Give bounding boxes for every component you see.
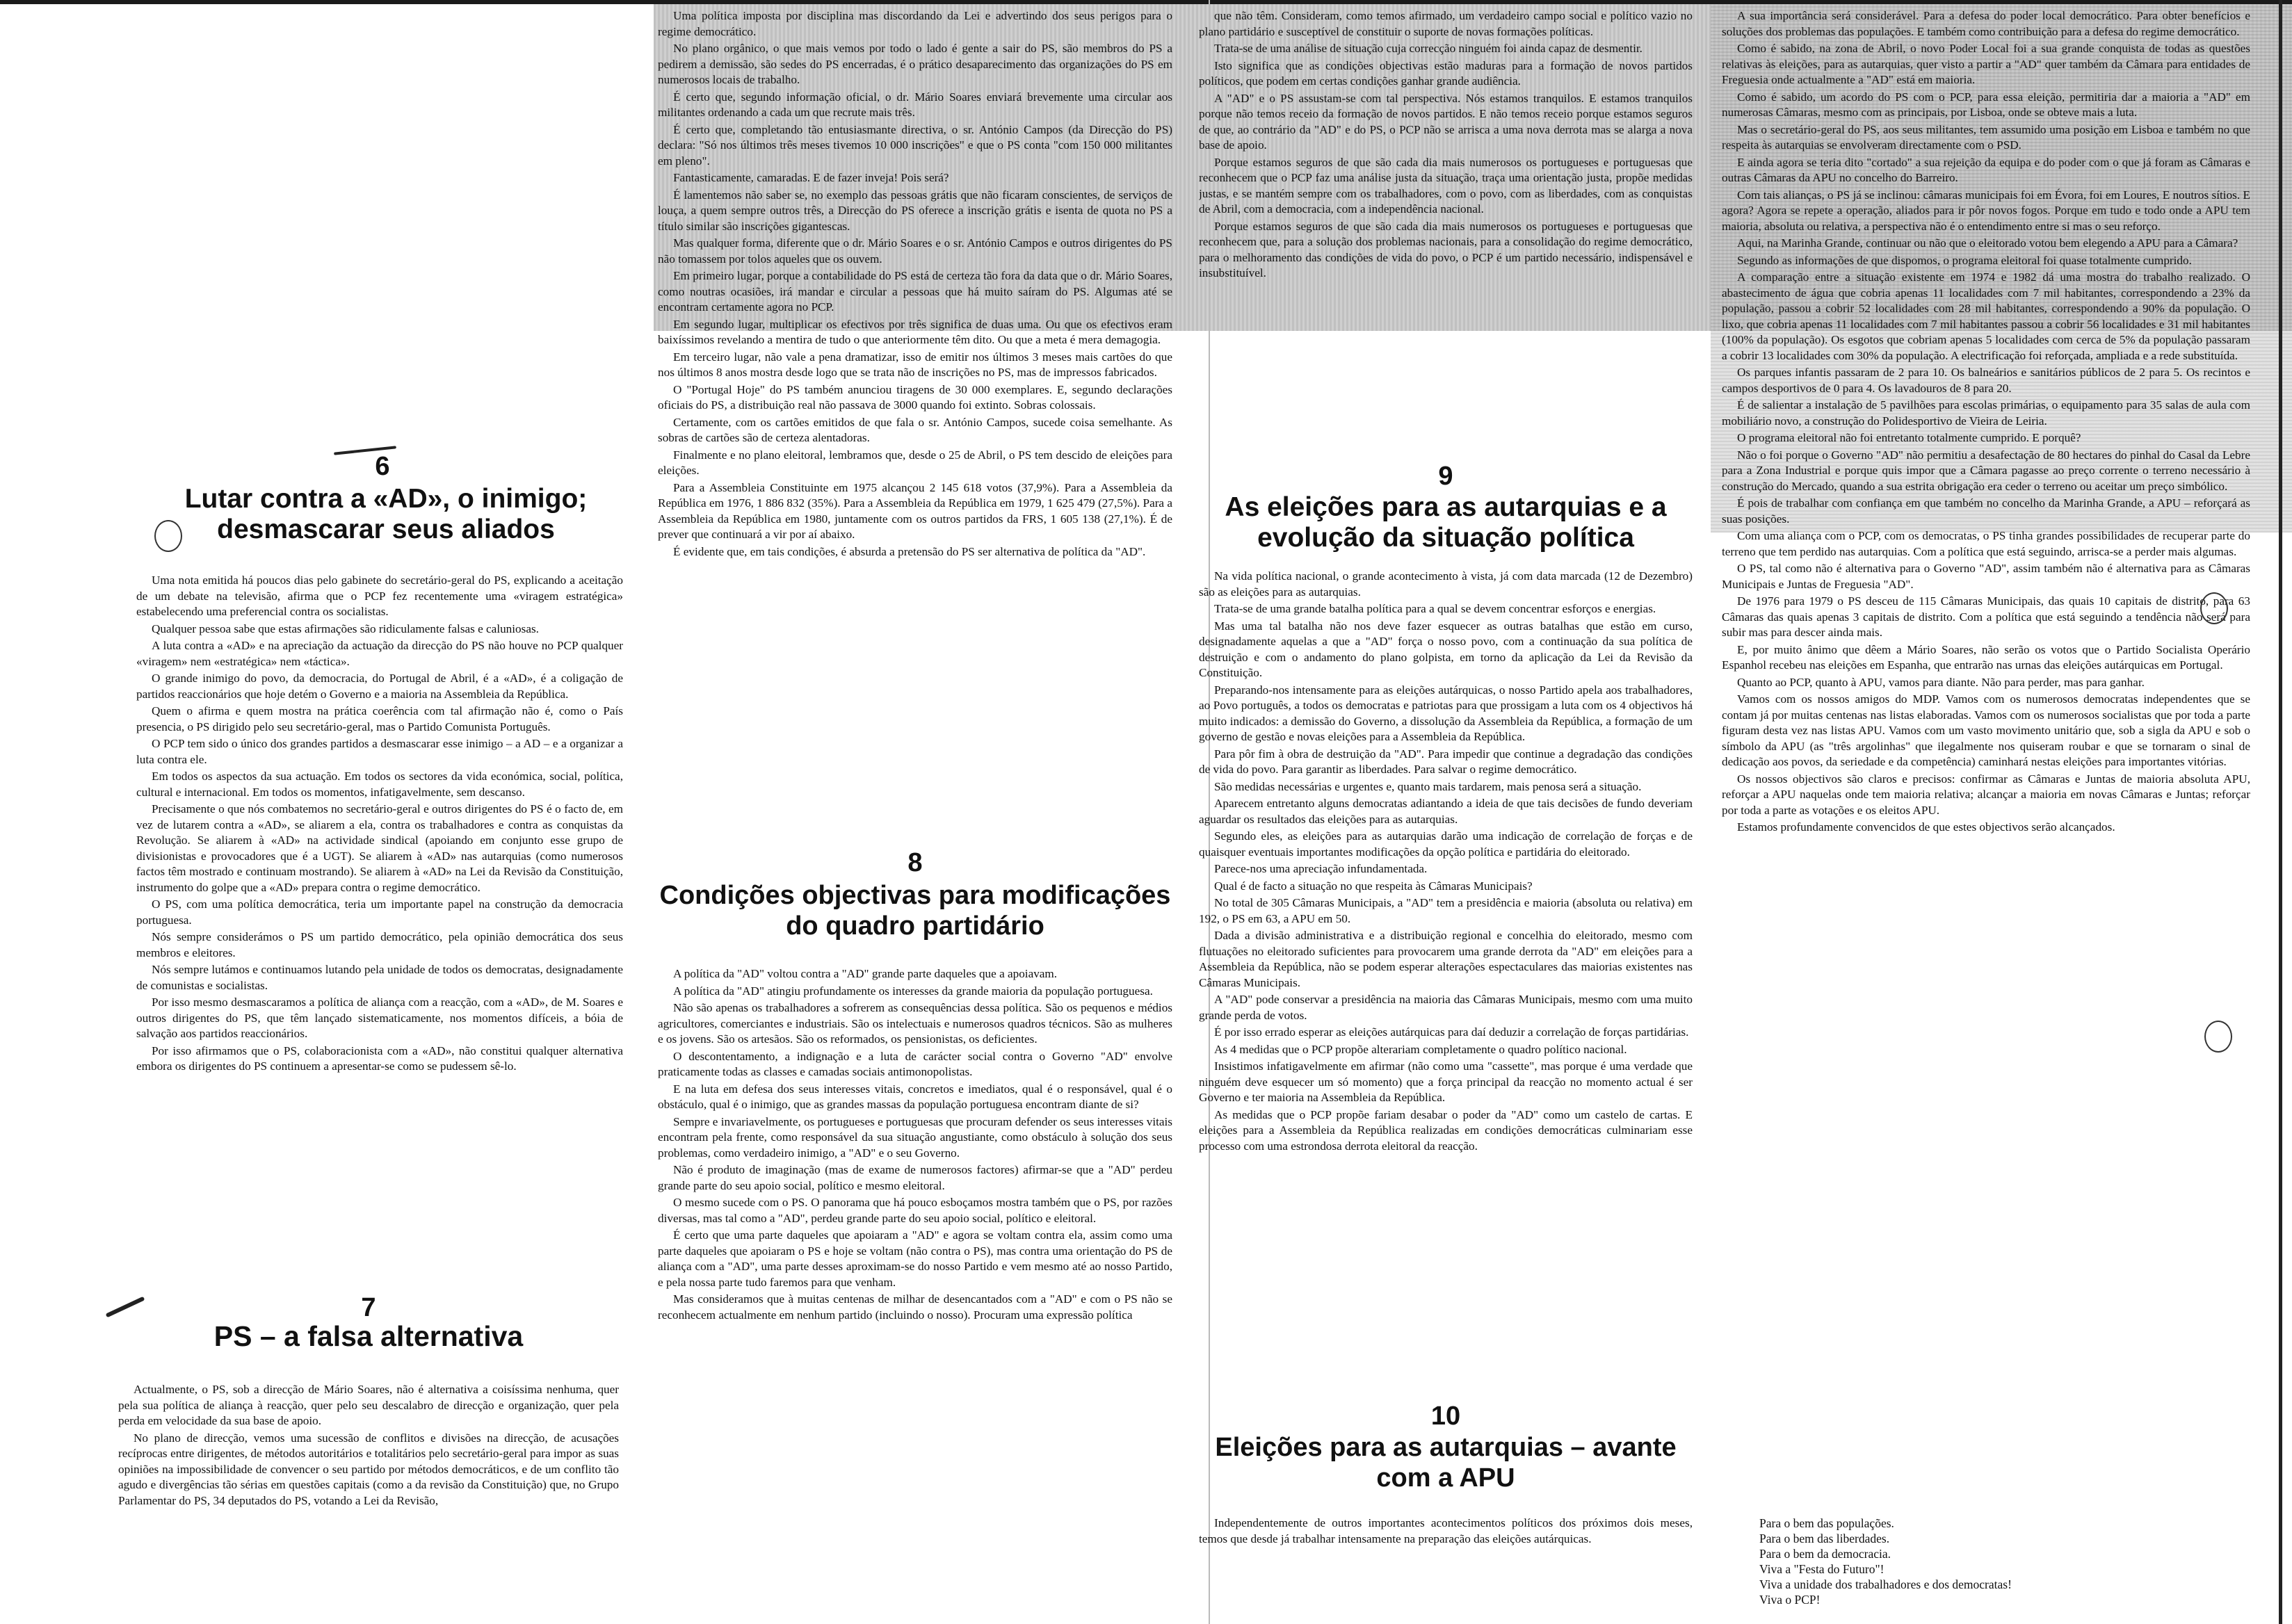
paragraph: Na vida política nacional, o grande acontecimento à vista, já com data marcada (12 de Dezembro) são as eleições para as autarquias. xyxy=(1199,569,1693,599)
section-6-body xyxy=(136,573,623,1271)
paragraph: Trata-se de uma análise de situação cuja correcção ninguém foi ainda capaz de desmentir. xyxy=(1214,42,1643,55)
paragraph: Parece-nos uma apreciação infundamentada. xyxy=(1214,862,1428,875)
paragraph: E na luta em defesa dos seus interesses vitais, concretos e imediatos, qual é o responsável, qual é o obstáculo, qual é o inimigo, que as grandes massas da população portuguesa encontram diante de si? xyxy=(658,1082,1172,1111)
paragraph: Qualquer pessoa sabe que estas afirmações são ridiculamente falsas e caluniosas. xyxy=(152,622,539,635)
paragraph: E ainda agora se teria dito "cortado" a sua rejeição da equipa e do poder com o que já foram as Câmaras e outras Câmaras da APU no concelho do Barreiro. xyxy=(1722,155,2250,184)
paragraph: Mas consideramos que à muitas centenas de milhar de desencantados com a "AD" e com o PS não se reconhecem actualmente em nenhum partido (incluindo o nosso). Procuram uma expressão política xyxy=(658,1292,1172,1322)
paragraph: Porque estamos seguros de que são cada dia mais numerosos os portugueses e portuguesas que reconhecem que, para a solução dos problemas nacionais, para a consolidação do regime democrático, para o melhoramento das condições de vida do povo, o PCP é um partido necessário, indispensável e insubstituível. xyxy=(1199,219,1693,279)
closing-line: Para o bem da democracia. xyxy=(1759,1547,1891,1561)
paragraph: A luta contra a «AD» e na apreciação da actuação da direcção do PS não houve no PCP qualquer «viragem» nem «estratégica» nem «táctica». xyxy=(136,639,623,668)
paragraph: Precisamente o que nós combatemos no secretário-geral e outros dirigentes do PS é o facto de, em vez de lutarem contra a «AD», se aliarem a ela, contra os trabalhadores e contra as conquistas da Revolução. Se aliarem à «AD» na actividade sindical (apoiando em conjunto esse grupo de divisionistas e provocadores que é a UGT). Se aliarem à «AD» nas autarquias (como numerosos factos têm mostrado e continuam mostrando). Se aliarem à «AD» na Lei da Revisão da Constituição, instrumento do golpe que a «AD» prepara contra o regime democrático. xyxy=(136,802,623,894)
paragraph: Finalmente e no plano eleitoral, lembramos que, desde o 25 de Abril, o PS tem descido de eleições para eleições. xyxy=(658,448,1172,477)
paragraph: que não têm. Consideram, como temos afirmado, um verdadeiro campo social e político vazio no plano partidário e susceptível de constituir o suporte de novas formações políticas. xyxy=(1199,9,1693,38)
paragraph: Com tais alianças, o PS já se inclinou: câmaras municipais foi em Évora, foi em Loures, E noutros sítios. E agora? Agora se repete a operação, aliados para ir pôr novos fogos. Porque em tudo e todo onde a APU tem maioria, absoluta ou relativa, a perspectiva não é o entendimento entre si mas o seu reforço. xyxy=(1722,188,2250,233)
hand-drawn-circle xyxy=(2200,592,2228,624)
paragraph: É de salientar a instalação de 5 pavilhões para escolas primárias, o equipamento para 35 salas de aula com mobiliário novo, a construção do Polidesportivo de Vieira de Leiria. xyxy=(1722,398,2250,428)
paragraph: Não o foi porque o Governo "AD" não permitiu a desafectação de 80 hectares do pinhal do Casal da Lebre para a Zona Industrial e porque quis impor que a Câmara pagasse ao preço corrente o terreno necessário à construção do Mercado, quando a sua estrita obrigação era ceder o terreno ou aceitar um preço simbólico. xyxy=(1722,448,2250,493)
paragraph: A comparação entre a situação existente em 1974 e 1982 dá uma mostra do trabalho realizado. O abastecimento de água que cobria apenas 11 localidades com 7 mil habitantes, correspondendo a 23% da população, passou a cobrir 52 localidades com 28 mil habitantes, correspondendo a 90% da população. O lixo, que cobria apenas 11 localidades com 7 mil habitantes passou a cobrir 56 localidades e 31 mil habitantes (100% da população). Os esgotos que cobriam apenas 5 localidades com cerca de 5% da população passaram a cobrir 13 localidades com 30% da população. A electrificação foi reforçada, ampliada e a rede substituída. xyxy=(1722,270,2250,362)
paragraph: De 1976 para 1979 o PS desceu de 115 Câmaras Municipais, das quais 10 capitais de distrito, para 63 Câmaras das quais apenas 3 capitais de distrito. Com a política que está seguindo a tendência não será para subir mas para descer ainda mais. xyxy=(1722,594,2250,639)
paragraph: Mas o secretário-geral do PS, aos seus militantes, tem assumido uma posição em Lisboa e também no que respeita às autarquias se envolveram directamente com o PSD. xyxy=(1722,122,2250,152)
paragraph: Em todos os aspectos da sua actuação. Em todos os sectores da vida económica, social, política, cultural e internacional. Em todos os momentos, infatigavelmente, sem descanso. xyxy=(136,770,623,799)
paragraph: A "AD" pode conservar a presidência na maioria das Câmaras Municipais, mesmo com uma muito grande perda de votos. xyxy=(1199,993,1693,1022)
section-7-body xyxy=(118,1382,619,1618)
paragraph: Qual é de facto a situação no que respeita às Câmaras Municipais? xyxy=(1214,879,1533,893)
paragraph: A sua importância será considerável. Para a defesa do poder local democrático. Para obter benefícios e soluções dos problemas das populações. E também como contribuição para a defesa do regime democrático. xyxy=(1722,9,2250,38)
section-10-body xyxy=(1199,1516,1693,1620)
paragraph: Como é sabido, na zona de Abril, o novo Poder Local foi a sua grande conquista de todas as questões relativas às eleições, para as autarquias, quer visto a partir a "AD" quer também da Câmara para entidades de Freguesia onde actualmente a "AD" está em maioria. xyxy=(1722,42,2250,86)
paragraph: Os parques infantis passaram de 2 para 10. Os balneários e sanitários públicos de 2 para 5. Os recintos e campos desportivos de 0 para 4. Os lavadouros de 8 para 20. xyxy=(1722,366,2250,395)
closing-line: Viva a "Festa do Futuro"! xyxy=(1759,1562,1885,1576)
paragraph: O programa eleitoral não foi entretanto totalmente cumprido. E porquê? xyxy=(1737,431,2081,444)
right-edge-rule xyxy=(2279,0,2282,1624)
paragraph: Insistimos infatigavelmente em afirmar (não como uma "cassette", mas porque é uma verdade que ninguém deve esquecer um só momento) que a força principal da reacção no momento actual é ser Governo e ter maioria na Assembleia da República. xyxy=(1199,1059,1693,1104)
closing-slogans xyxy=(1759,1516,2246,1620)
paragraph: Aqui, na Marinha Grande, continuar ou não que o eleitorado votou bem elegendo a APU para a Câmara? xyxy=(1737,236,2238,250)
paragraph: Preparando-nos intensamente para as eleições autárquicas, o nosso Partido apela aos trabalhadores, ao Povo português, a todos os democratas e patriotas para que prossigam a luta com os 4 objectivos há muito indicados: a demissão do Governo, a dissolução da Assembleia da República, a formação de um governo de gestão e novas eleições para a Assembleia da República. xyxy=(1199,683,1693,743)
section-6-title: Lutar contra a «AD», o inimigo; desmascarar seus aliados xyxy=(184,484,588,544)
section-7-number: 7 xyxy=(361,1293,376,1322)
paragraph: Segundo as informações de que dispomos, o programa eleitoral foi quase totalmente cumprido. xyxy=(1737,253,2192,267)
paragraph: As 4 medidas que o PCP propõe alterariam completamente o quadro político nacional. xyxy=(1214,1042,1627,1056)
paragraph: A "AD" e o PS assustam-se com tal perspectiva. Nós estamos tranquilos. E estamos tranquilos porque não temos receio da formação de novos partidos. E não temos receio porque estamos seguros de que, ao contrário da "AD" e do PS, o PCP não se arrisca a uma nova derrota mas se alarga a nova base de apoio. xyxy=(1199,91,1693,152)
section-9-body xyxy=(1199,569,1693,1368)
section-7-title: PS – a falsa alternativa xyxy=(213,1320,524,1352)
section-10-number: 10 xyxy=(1430,1402,1461,1431)
paragraph: Não são apenas os trabalhadores a sofrerem as consequências dessa política. São os pequenos e médios agricultores, comerciantes e industriais. São os intelectuais e numerosos quadros técnicos. São as mulheres e os jovens. São os artesãos. São os reformados, os pensionistas, os deficientes. xyxy=(658,1001,1172,1046)
paragraph: Trata-se de uma grande batalha política para a qual se devem concentrar esforços e energias. xyxy=(1214,602,1656,615)
paragraph: Sempre e invariavelmente, os portugueses e portuguesas que procuram defender os seus interesses vitais encontram pela frente, como responsável da sua situação angustiante, como obstáculo à solução dos seus problemas, como verdadeiro inimigo, a "AD" e o seu Governo. xyxy=(658,1114,1172,1160)
paragraph: A política da "AD" atingiu profundamente os interesses da grande maioria da população portuguesa. xyxy=(673,984,1153,998)
paragraph: As medidas que o PCP propõe fariam desabar o poder da "AD" como um castelo de cartas. E eleições para a Assembleia da República realizadas em condições democráticas culminariam esse processo com uma estrondosa derrota eleitoral da reacção. xyxy=(1199,1107,1693,1153)
paragraph: O PS, tal como não é alternativa para o Governo "AD", assim também não é alternativa para as Câmaras Municipais e Juntas de Freguesia "AD". xyxy=(1722,562,2250,591)
paragraph: Nós sempre considerámos o PS um partido democrático, pela opinião democrática dos seus membros e eleitores. xyxy=(136,930,623,959)
paragraph: O descontentamento, a indignação e a luta de carácter social contra o Governo "AD" envolve praticamente todas as classes e camadas sociais antimonopolistas. xyxy=(658,1049,1172,1078)
section-8-body xyxy=(658,966,1172,1620)
paragraph: Por isso mesmo desmascaramos a política de aliança com a reacção, com a «AD», de M. Soares e outros dirigentes do PS, que têm lançado sistematicamente, nos momentos difíceis, a bóia de salvação aos partidos reaccionários. xyxy=(136,996,623,1040)
paragraph: Fantasticamente, camaradas. E de fazer inveja! Pois será? xyxy=(673,171,949,184)
section-6-number: 6 xyxy=(375,452,390,481)
column-3-continuation xyxy=(1199,8,1693,432)
paragraph: É por isso errado esperar as eleições autárquicas para daí deduzir a correlação de forças partidárias. xyxy=(1214,1025,1689,1039)
closing-line: Viva o PCP! xyxy=(1759,1593,1821,1607)
paragraph: Mas qualquer forma, diferente que o dr. Mário Soares e o sr. António Campos e outros dirigentes do PS não tomassem por tolos aqueles que os ouvem. xyxy=(658,236,1172,266)
paragraph: É pois de trabalhar com confiança em que também no concelho da Marinha Grande, a APU – reforçará as suas posições. xyxy=(1722,496,2250,526)
section-9-number: 9 xyxy=(1438,462,1453,491)
closing-line: Para o bem das liberdades. xyxy=(1759,1532,1890,1545)
paragraph: Em segundo lugar, multiplicar os efectivos por três significa de duas uma. Ou que os efectivos eram baixíssimos revelando a mentira de tudo o que anteriormente têm dito. Ou que a meta é mera demagogia. xyxy=(658,317,1172,346)
paragraph: Vamos com os nossos amigos do MDP. Vamos com os numerosos democratas independentes que se contam já por muitas centenas nas listas elaboradas. Vamos com os numerosos socialistas que por toda a parte figuram desta vez nas listas APU. Vamos com um vasto movimento unitário que, sob a sigla da APU e sob o símbolo da APU (as "três argolinhas" que ilegalmente nos quiseram roubar e que se tornaram o sinal de dedicação aos povos, da seriedade e da competência) caminhará nestas eleições para importantes vitórias. xyxy=(1722,692,2250,768)
closing-line: Para o bem das populações. xyxy=(1759,1516,1894,1530)
paragraph: Independentemente de outros importantes acontecimentos políticos dos próximos dois meses, temos que desde já trabalhar intensamente na preparação das eleições autárquicas. xyxy=(1199,1516,1693,1545)
paragraph: Para a Assembleia Constituinte em 1975 alcançou 2 145 618 votos (37,9%). Para a Assembleia da República em 1976, 1 886 832 (35%). Para a Assembleia da República em 1979, 1 625 479 (27,5%). Para a Assembleia da República em 1980, juntamente com os outros partidos da FRS, 1 605 138 (27,1%). É de prever que continuará a vir por aí abaixo. xyxy=(658,480,1172,541)
paragraph: São medidas necessárias e urgentes e, quanto mais tardarem, mais penosa será a situação. xyxy=(1214,779,1642,793)
paragraph: É certo que, segundo informação oficial, o dr. Mário Soares enviará brevemente uma circular aos militantes ordenando a cada um que recrute mais três. xyxy=(658,90,1172,119)
paragraph: O mesmo sucede com o PS. O panorama que há pouco esboçamos mostra também que o PS, por razões diversas, mas tal como a "AD", perdeu grande parte do seu apoio social, político e eleitoral. xyxy=(658,1196,1172,1225)
paragraph: Mas uma tal batalha não nos deve fazer esquecer as outras batalhas que estão em curso, designadamente aquelas a que a "AD" força o nosso povo, com a continuação da sua política de destruição e com o andamento do plano golpista, em torno da aplicação da Lei da Revisão da Constituição. xyxy=(1199,619,1693,679)
paragraph: É certo que uma parte daqueles que apoiaram a "AD" e agora se voltam contra ela, assim como uma parte daqueles que apoiaram o PS e hoje se voltam (não contra o PS), mas contra uma orientação do PS de aliança com a "AD", uma parte desses aproximam-se do nosso Partido e vem mesmo até ao nosso Partido, e pela nossa parte tudo faremos para que venham. xyxy=(658,1228,1172,1289)
paragraph: Isto significa que as condições objectivas estão maduras para a formação de novos partidos políticos, que podem em certas condições ganhar grande audiência. xyxy=(1199,58,1693,88)
paragraph: Por isso afirmamos que o PS, colaboracionista com a «AD», não constitui qualquer alternativa embora os dirigentes do PS continuem a apresentar-se como se pudessem sê-lo. xyxy=(136,1044,623,1073)
paragraph: O "Portugal Hoje" do PS também anunciou tiragens de 30 000 exemplares. E, segundo declarações oficiais do PS, a distribuição real não passava de 3000 quando foi extinto. Sobras colossais. xyxy=(658,382,1172,412)
paragraph: Certamente, com os cartões emitidos de que fala o sr. António Campos, sucede coisa semelhante. As sobras de cartões são de certeza alentadoras. xyxy=(658,415,1172,444)
paragraph: No plano de direcção, vemos uma sucessão de conflitos e divisões na direcção, de acusações recíprocas entre dirigentes, de métodos autoritários e totalitários pelo secretário-geral para impor as suas opiniões na impossibilidade de convencer o seu partido por métodos democráticos, e de um conflito tão agudo e divergências tão sérias em questões capitais (como a da revisão da Constituição) que, no Grupo Parlamentar do PS, 34 deputados do PS, votando a Lei da Revisão, xyxy=(118,1431,619,1507)
paragraph: Dada a divisão administrativa e a distribuição regional e concelhia do eleitorado, mesmo com flutuações no eleitorado suficientes para provocarem uma grande derrota da "AD" em eleições para a Assembleia da República, não se podem esperar alterações espectaculares das maiorias existentes nas Câmaras Municipais. xyxy=(1199,929,1693,989)
paragraph: É lamentemos não saber se, no exemplo das pessoas grátis que não ficaram conscientes, de serviços de louça, a quem sempre outros três, a Direcção do PS oferece a inscrição grátis e isenta de quota no PS a título similar são inscrições gigantescas. xyxy=(658,188,1172,233)
section-10-title: Eleições para as autarquias – avante com a APU xyxy=(1215,1433,1677,1493)
column-4-body xyxy=(1722,8,2250,1447)
section-8-number: 8 xyxy=(907,848,923,877)
paragraph: Quem o afirma e quem mostra na prática coerência com tal afirmação não é, como o País presencia, o PS dirigido pelo seu secretário-geral, mas o Partido Comunista Português. xyxy=(136,704,623,733)
paragraph: Nós sempre lutámos e continuamos lutando pela unidade de todos os democratas, designadamente de comunistas e socialistas. xyxy=(136,963,623,992)
paragraph: O PS, com uma política democrática, teria um importante papel na construção da democracia portuguesa. xyxy=(136,898,623,927)
section-9-title: As eleições para as autarquias e a evolução da situação política xyxy=(1225,492,1667,553)
paragraph: É evidente que, em tais condições, é absurda a pretensão do PS ser alternativa de política da "AD". xyxy=(673,544,1146,558)
paragraph: Uma nota emitida há poucos dias pelo gabinete do secretário-geral do PS, explicando a aceitação de um debate na televisão, afirma que o PCP fez recentemente uma «viragem estratégica» estabelecendo uma preferencial contra os socialistas. xyxy=(136,574,623,618)
hand-drawn-circle xyxy=(154,520,182,552)
column-2-continuation xyxy=(658,8,1172,822)
paragraph: Em primeiro lugar, porque a contabilidade do PS está de certeza tão fora da data que o dr. Mário Soares, como noutras ocasiões, irá mandar e circular a pessoas que há muito saíram do PS. Algumas até se encontram certamente agora no PCP. xyxy=(658,269,1172,314)
paragraph: Segundo eles, as eleições para as autarquias darão uma indicação de correlação de forças e de quaisquer eventuais importantes modificações da opção política e partidária do eleitorado. xyxy=(1199,829,1693,859)
paragraph: Não é produto de imaginação (mas de exame de numerosos factores) afirmar-se que a "AD" perdeu grande parte do seu apoio social, político e mesmo eleitoral. xyxy=(658,1163,1172,1192)
paragraph: E, por muito ânimo que dêem a Mário Soares, não serão os votos que o Partido Socialista Operário Espanhol recebeu nas eleições em Espanha, que entrarão nas urnas das eleições autárquicas em Portugal. xyxy=(1722,642,2250,672)
paragraph: Quanto ao PCP, quanto à APU, vamos para diante. Não para perder, mas para ganhar. xyxy=(1737,675,2145,689)
paragraph: Aparecem entretanto alguns democratas adiantando a ideia de que tais decisões de fundo deveriam aguardar os resultados das eleições para as autarquias. xyxy=(1199,797,1693,826)
paragraph: O grande inimigo do povo, da democracia, do Portugal de Abril, é a «AD», é a coligação de partidos reaccionários que hoje detém o Governo e a maioria na Assembleia da República. xyxy=(136,672,623,701)
paragraph: Porque estamos seguros de que são cada dia mais numerosos os portugueses e portuguesas que reconhecem que o PCP faz uma análise justa da situação, traça uma orientação justa, propõe medidas justas, e se mantém sempre com os trabalhadores, com o povo, com as liberdades, com as conquistas de Abril, com a democracia, com a independência nacional. xyxy=(1199,155,1693,216)
section-8-title: Condições objectivas para modificações do quadro partidário xyxy=(659,881,1171,941)
paragraph: Em terceiro lugar, não vale a pena dramatizar, isso de emitir nos últimos 3 meses mais cartões do que nos últimos 8 anos mostra desde logo que se trata não de inscrições no PS, mas de impressos fabricados. xyxy=(658,350,1172,379)
closing-line: Viva a unidade dos trabalhadores e dos democratas! xyxy=(1759,1577,2012,1591)
paragraph: Como é sabido, um acordo do PS com o PCP, para essa eleição, permitiria dar a maioria a "AD" em numerosas Câmaras, mesmo com as principais, por Lisboa, onde se obteve mais a luta. xyxy=(1722,90,2250,119)
paragraph: Estamos profundamente convencidos de que estes objectivos serão alcançados. xyxy=(1737,820,2115,834)
paragraph: Com uma aliança com o PCP, com os democratas, o PS tinha grandes possibilidades de recuperar parte do terreno que tem perdido nas autarquias. Com a política que está seguindo, arrisca-se a perder mais algumas. xyxy=(1722,529,2250,558)
paragraph: A política da "AD" voltou contra a "AD" grande parte daqueles que a apoiavam. xyxy=(673,967,1058,980)
paragraph: No total de 305 Câmaras Municipais, a "AD" tem a presidência e maioria (absoluta ou relativa) em 192, o PS em 63, a APU em 50. xyxy=(1199,896,1693,925)
paragraph: O PCP tem sido o único dos grandes partidos a desmascarar esse inimigo – a AD – e a organizar a luta contra ele. xyxy=(136,737,623,766)
paragraph: Uma política imposta por disciplina mas discordando da Lei e advertindo dos seus perigos para o regime democrático. xyxy=(658,9,1172,38)
paragraph: É certo que, completando tão entusiasmante directiva, o sr. António Campos (da Direcção do PS) declara: "Só nos últimos três meses tivemos 10 000 inscrições" e que o PS conta "com 150 000 militantes em pleno". xyxy=(658,122,1172,168)
paragraph: Os nossos objectivos são claros e precisos: confirmar as Câmaras e Juntas de maioria absoluta APU, reforçar a APU naquelas onde tem maioria relativa; alcançar a maioria em novas Câmaras e Juntas; reforçar por toda a parte as votações e os eleitos APU. xyxy=(1722,772,2250,817)
paragraph: No plano orgânico, o que mais vemos por todo o lado é gente a sair do PS, são membros do PS a pedirem a demissão, são sedes do PS encerradas, é o prático desaparecimento das organizações do PS em numerosos locais de trabalho. xyxy=(658,42,1172,86)
paragraph: Actualmente, o PS, sob a direcção de Mário Soares, não é alternativa a coisíssima nenhuma, quer pela sua política de aliança à reacção, quer pelo seu descalabro de direcção e organização, quer pela perda em velocidade da sua base de apoio. xyxy=(118,1383,619,1427)
hand-drawn-circle xyxy=(2204,1021,2232,1053)
paragraph: Para pôr fim à obra de destruição da "AD". Para impedir que continue a degradação das condições de vida do povo. Para garantir as liberdades. Para salvar o regime democrático. xyxy=(1199,747,1693,776)
